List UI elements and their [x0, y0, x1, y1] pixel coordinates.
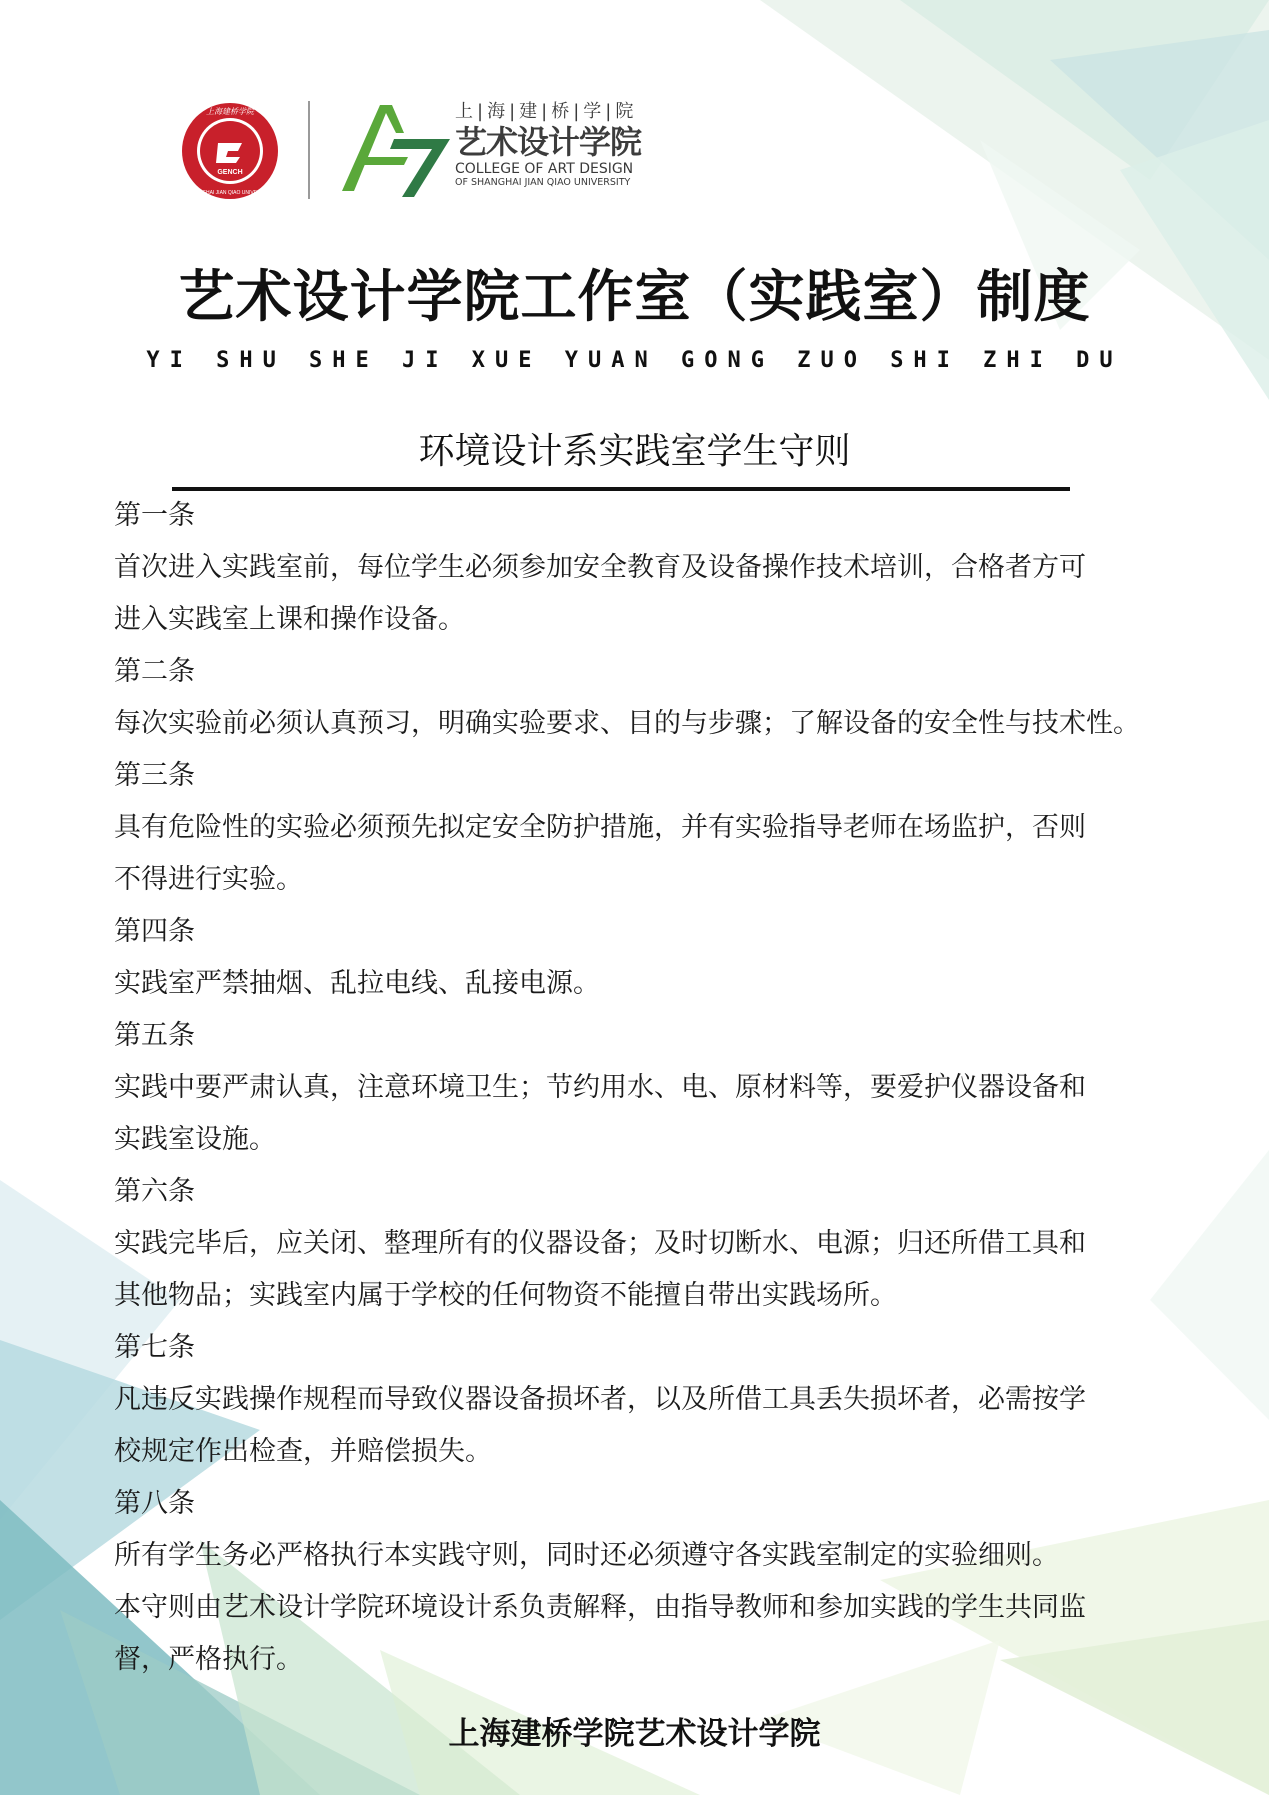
- university-seal-logo: [180, 101, 280, 201]
- article-text: 实践室严禁抽烟、乱拉电线、乱接电源。: [114, 968, 600, 999]
- college-name-block: [455, 101, 715, 189]
- article-text: 凡违反实践操作规程而导致仪器设备损坏者，以及所借工具丢失损坏者，必需按学: [114, 1384, 1086, 1415]
- document-title: 艺术设计学院工作室（实践室）制度: [178, 265, 1091, 330]
- a7-logo: [342, 99, 452, 199]
- article-heading: 第二条: [114, 656, 195, 687]
- seal-top-text: 上海建桥学院: [206, 107, 254, 116]
- seal-ring-text: SHANGHAI JIAN QIAO UNIVERSITY: [188, 190, 272, 196]
- rules-body: [114, 490, 1164, 1686]
- article-text: 其他物品；实践室内属于学校的任何物资不能擅自带出实践场所。: [114, 1280, 897, 1311]
- college-line3: COLLEGE OF ART DESIGN: [455, 161, 634, 177]
- article-text: 首次进入实践室前，每位学生必须参加安全教育及设备操作技术培训，合格者方可: [114, 552, 1086, 583]
- article-text: 所有学生务必严格执行本实践守则，同时还必须遵守各实践室制定的实验细则。: [114, 1540, 1059, 1571]
- footer-institution: 上海建桥学院艺术设计学院: [448, 1716, 821, 1752]
- article-text: 校规定作出检查，并赔偿损失。: [114, 1436, 492, 1467]
- header-logos: [180, 95, 700, 205]
- article-heading: 第六条: [114, 1176, 195, 1207]
- college-line2: 艺术设计学院: [455, 123, 642, 161]
- article-heading: 第四条: [114, 916, 195, 947]
- article-heading: 第三条: [114, 760, 195, 791]
- article-text: 进入实践室上课和操作设备。: [114, 604, 465, 635]
- closing-text: 本守则由艺术设计学院环境设计系负责解释，由指导教师和参加实践的学生共同监: [114, 1592, 1086, 1623]
- article-heading: 第八条: [114, 1488, 195, 1519]
- article-text: 实践室设施。: [114, 1124, 276, 1155]
- logo-divider: [308, 101, 310, 199]
- article-heading: 第一条: [114, 500, 195, 531]
- closing-text: 督，严格执行。: [114, 1644, 303, 1675]
- seal-inner-text: GENCH: [217, 169, 243, 176]
- pinyin-subtitle: YI SHU SHE JI XUE YUAN GONG ZUO SHI ZHI DU: [146, 348, 1123, 373]
- article-text: 实践中要严肃认真，注意环境卫生；节约用水、电、原材料等，要爱护仪器设备和: [114, 1072, 1086, 1103]
- college-line1: 上|海|建|桥|学|院: [455, 101, 638, 122]
- section-title: 环境设计系实践室学生守则: [418, 431, 851, 472]
- article-text: 具有危险性的实验必须预先拟定安全防护措施，并有实验指导老师在场监护，否则: [114, 812, 1086, 843]
- article-heading: 第五条: [114, 1020, 195, 1051]
- article-text: 不得进行实验。: [114, 864, 303, 895]
- college-line4: OF SHANGHAI JIAN QIAO UNIVERSITY: [455, 177, 631, 188]
- article-text: 实践完毕后，应关闭、整理所有的仪器设备；及时切断水、电源；归还所借工具和: [114, 1228, 1086, 1259]
- article-text: 每次实验前必须认真预习，明确实验要求、目的与步骤；了解设备的安全性与技术性。: [114, 708, 1140, 739]
- article-heading: 第七条: [114, 1332, 195, 1363]
